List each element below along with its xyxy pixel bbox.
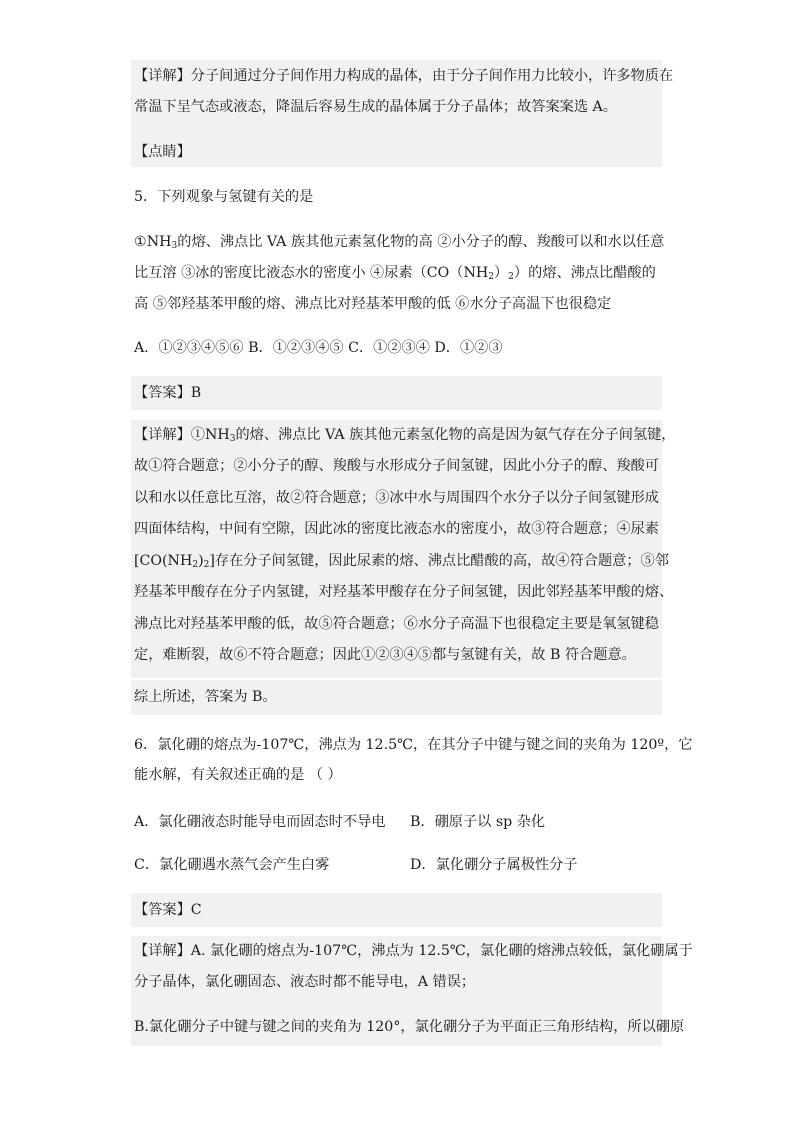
- q6-stem: [131, 731, 693, 791]
- q6-explanation-line-3: B.氯化硼分子中键与键之间的夹角为 120°，氯化硼分子为平面正三角形结构，所以硼原: [134, 1019, 685, 1035]
- q5-summary: 综上所述，答案为 B。: [134, 689, 277, 705]
- q5-answer: 【答案】B: [134, 385, 202, 401]
- q5-stem: [131, 183, 662, 211]
- dianjing-label: 【点睛】: [134, 144, 191, 160]
- q5-summary-block: [131, 680, 662, 715]
- q5-answer-block: [131, 376, 662, 410]
- q6-option-d: D．氯化硼分子属极性分子: [410, 857, 578, 873]
- q6-answer-block: [131, 893, 662, 927]
- q4-explanation-line-2: 常温下呈气态或液态，降温后容易生成的晶体属于分子晶体；故答案案选 A。: [134, 99, 617, 115]
- q5-explanation-line-5: $[CO(NH_2)_2]$存在分子间氢键，因此尿素的熔、沸点比醋酸的高，故④符合题意；⑤邻: [134, 553, 669, 570]
- q6-stem-line-2: 能水解，有关叙述正确的是 （ ）: [134, 767, 342, 783]
- q5-statement-line-2: 比互溶 ③冰的密度比液态水的密度小 ④尿素$(CO(NH_2)_2)$的熔、沸点比醋酸的: [134, 265, 656, 282]
- q6-options-ab: [131, 808, 662, 836]
- q5-explanation: [131, 420, 676, 678]
- q4-explanation: [131, 60, 674, 136]
- q6-option-b: B．硼原子以 sp 杂化: [410, 814, 546, 830]
- q5-explanation-line-2: 故①符合题意；②小分子的醇、羧酸与水形成分子间氢键，因此小分子的醇、羧酸可: [134, 458, 659, 474]
- q5-explanation-line-3: 以和水以任意比互溶，故②符合题意；③冰中水与周围四个水分子以分子间氢键形成: [134, 490, 659, 506]
- q6-option-a: A．氯化硼液态时能导电而固态时不导电: [134, 814, 386, 830]
- q5-statement-line-3: 高 ⑤邻羟基苯甲酸的熔、沸点比对羟基苯甲酸的低 ⑥水分子高温下也很稳定: [134, 296, 612, 312]
- q5-title: 5．下列观象与氢键有关的是: [134, 189, 314, 205]
- q5-explanation-line-8: 定，难断裂，故⑥不符合题意；因此①②③④⑤都与氢键有关，故 B 符合题意。: [134, 647, 636, 663]
- q6-explanation-line-1: 【详解】A. 氯化硼的熔点为-107℃，沸点为 12.5℃，氯化硼的熔沸点较低，氯化硼属于: [134, 943, 693, 959]
- q5-explanation-line-6: 羟基苯甲酸存在分子内氢键，对羟基苯甲酸存在分子间氢键，因此邻羟基苯甲酸的熔、: [134, 584, 674, 600]
- q6-stem-line-1: 6．氯化硼的熔点为-107℃，沸点为 12.5℃，在其分子中键与键之间的夹角为 120º，它: [134, 737, 693, 753]
- q6-option-c: C．氯化硼遇水蒸气会产生白雾: [134, 857, 330, 873]
- q5-statement-line-1: $①NH_3$的熔、沸点比 VA 族其他元素氢化物的高 ②小分子的醇、羧酸可以和水以任意: [134, 234, 665, 251]
- q6-explanation-line-2: 分子晶体，氯化硼固态、液态时都不能导电，A 错误；: [134, 974, 476, 990]
- q5-explanation-line-1: 【详解】$①NH_3$的熔、沸点比 VA 族其他元素氢化物的高是因为氨气存在分子间氢键，: [134, 427, 676, 444]
- q5-statements: [131, 228, 665, 320]
- q6-explanation: [131, 936, 693, 1046]
- q6-options-cd: [131, 851, 662, 879]
- q6-answer: 【答案】C: [134, 902, 202, 918]
- q5-explanation-line-4: 四面体结构，中间有空隙，因此冰的密度比液态水的密度小，故③符合题意；④尿素: [134, 521, 659, 537]
- q5-options: [131, 334, 662, 362]
- q5-explanation-line-7: 沸点比对羟基苯甲酸的低，故⑤符合题意；⑥水分子高温下也很稳定主要是氧氢键稳: [134, 616, 659, 632]
- q5-options-line: A．①②③④⑤⑥ B．①②③④⑤ C．①②③④ D．①②③: [134, 340, 503, 356]
- dianjing-block: [131, 136, 662, 167]
- q4-explanation-line-1: 【详解】分子间通过分子间作用力构成的晶体，由于分子间作用力比较小，许多物质在: [134, 68, 674, 84]
